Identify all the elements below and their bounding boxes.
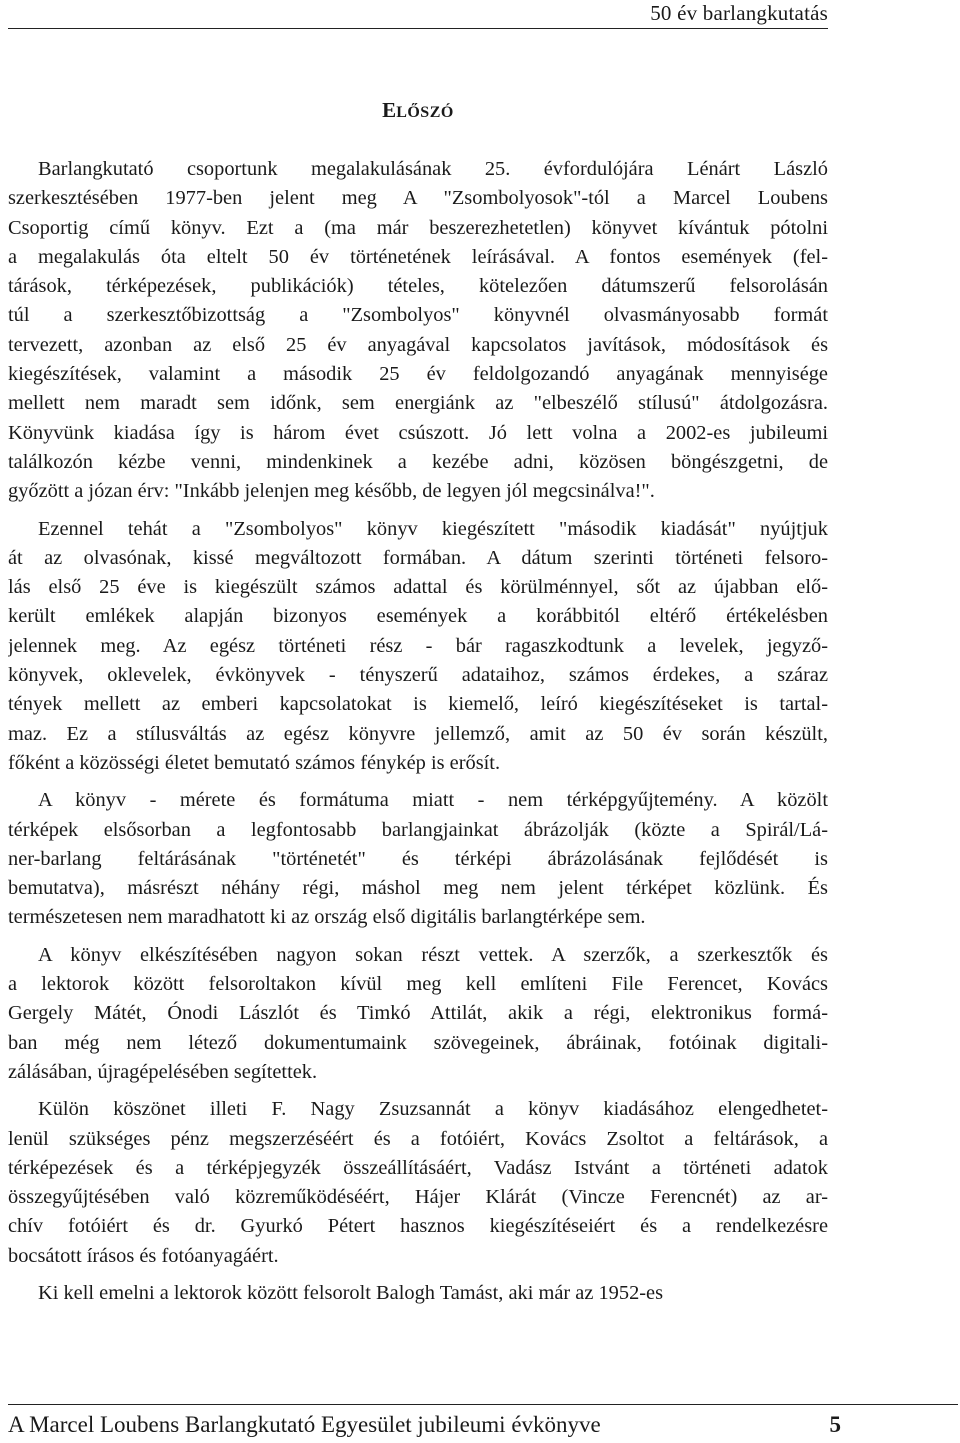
text-line: Barlangkutató csoportunk megalakulásának 25. évfordulójára Lénárt László [38, 158, 828, 180]
text-line: találkozón kézbe venni, mindenkinek a kezébe adni, közösen böngészgetni, de [8, 450, 828, 473]
text-line: át az olvasónak, kissé megváltozott formában. A dátum szerinti történeti felsoro- [8, 546, 828, 569]
text-line: chív fotóiért és dr. Gyurkó Pétert hasznos kiegészítéseiért és a rendelkezésre [8, 1215, 828, 1238]
text-line: összegyűjtésében való közreműködéséért, Hájer Klárát (Vincze Ferencnét) az ar- [8, 1186, 828, 1209]
paragraph-gap [8, 507, 828, 515]
footer-title: A Marcel Loubens Barlangkutató Egyesület jubileumi évkönyve [8, 1412, 601, 1437]
text-line: bemutatva), másrészt néhány régi, máshol meg nem jelent térképet közlünk. És [8, 877, 828, 900]
text-line: túl a szerkesztőbizottság a "Zsombolyos" könyvnél olvasmányosabb formát [8, 304, 828, 327]
text-line: jelennek meg. Az egész történeti rész - bár ragaszkodtunk a levelek, jegyző- [8, 634, 828, 657]
text-line: ban még nem létező dokumentumaink szövegeinek, ábráinak, fotóinak digitali- [8, 1031, 828, 1054]
page-number: 5 [829, 1412, 841, 1437]
text-line: győzött a józan érv: "Inkább jelenjen meg később, de legyen jól megcsinálva!". [8, 480, 655, 503]
paragraph-gap [8, 778, 828, 786]
text-line: tények mellett az emberi kapcsolatokat is kiemelő, leíró kiegészítéseket is tartal- [8, 693, 828, 716]
text-line: a megalakulás óta eltelt 50 év történetének leírásával. A fontos események (fel- [8, 245, 828, 268]
text-line: került emlékek alapján bizonyos események a korábbitól eltérő értékelésben [8, 605, 828, 628]
text-line: térképezések és a térképjegyzék összeállításáért, Vadász Istvánt a történeti adatok [8, 1156, 828, 1179]
text-line: természetesen nem maradhatott ki az ország első digitális barlangtérképe sem. [8, 906, 646, 929]
text-line: lás első 25 éve is kiegészült számos adattal és körülménnyel, sőt az újabban elő- [8, 576, 828, 599]
paragraph [8, 515, 828, 779]
page-footer [8, 1404, 958, 1437]
text-line: Gergely Mátét, Ónodi Lászlót és Timkó Attilát, akik a régi, elektronikus formá- [8, 1002, 828, 1025]
text-line: a lektorok között felsoroltakon kívül meg kell említeni File Ferencet, Kovács [8, 973, 828, 996]
running-head-title: 50 év barlangkutatás [650, 1, 828, 25]
paragraph-gap [8, 1087, 828, 1095]
text-line: Ezennel tehát a "Zsombolyos" könyv kiegészített "második kiadását" nyújtjuk [38, 517, 828, 540]
paragraph [8, 941, 828, 1087]
text-line: lenül szükséges pénz megszerzéséért és a fotóiért, Kovács Zsoltot a feltárások, a [8, 1127, 828, 1150]
running-head [8, 0, 828, 29]
heading-rest: LŐSZÓ [396, 104, 454, 121]
section-heading [8, 97, 828, 126]
text-line: főként a közösségi életet bemutató számos fénykép is erősít. [8, 751, 501, 774]
text-line: szerkesztésében 1977-ben jelent meg A "Zsombolyosok"-tól a Marcel Loubens [8, 187, 828, 210]
text-line: Csoportig című könyv. Ezt a (ma már beszerezhetetlen) könyvet kívántuk pótolni [8, 216, 828, 239]
paragraph [8, 786, 828, 932]
text-line: kiegészítések, valamint a második 25 év feldolgozandó anyagának mennyisége [8, 363, 828, 386]
body-text [8, 155, 828, 1308]
paragraph-gap [8, 1271, 828, 1279]
text-line: Ki kell emelni a lektorok között felsorolt Balogh Tamást, aki már az 1952-es [38, 1281, 664, 1304]
text-line: bocsátott írásos és fotóanyagáért. [8, 1244, 279, 1267]
heading-initial: E [382, 98, 397, 122]
paragraph [8, 155, 828, 507]
text-line: ner-barlang feltárásának "történetét" és térképi ábrázolásának fejlődését is [8, 847, 828, 870]
paragraph-gap [8, 933, 828, 941]
text-line: mellett nem maradt sem időnk, sem energiánk az "elbeszélő stílusú" átdolgozásra. [8, 392, 828, 415]
text-line: térképek elsősorban a legfontosabb barlangjainkat ábrázolják (közte a Spirál/Lá- [8, 818, 828, 841]
text-line: Könyvünk kiadása így is három évet csúszott. Jó lett volna a 2002-es jubileumi [8, 421, 828, 444]
text-line: tárások, térképezések, publikációk) tételes, kötelezően dátumszerű felsorolásán [8, 275, 828, 298]
text-line: Külön köszönet illeti F. Nagy Zsuzsannát a könyv kiadásához elengedhetet- [38, 1098, 828, 1121]
text-line: A könyv elkészítésében nagyon sokan részt vettek. A szerzők, a szerkesztők és [38, 943, 828, 966]
text-line: könyvek, oklevelek, évkönyvek - tényszerű adataihoz, számos érdekes, a száraz [8, 664, 828, 687]
paragraph [8, 1095, 828, 1271]
paragraph [8, 1279, 828, 1308]
text-line: tervezett, azonban az első 25 év anyagával kapcsolatos javítások, módosítások és [8, 333, 828, 356]
text-line: A könyv - mérete és formátuma miatt - nem térképgyűjtemény. A közölt [38, 789, 828, 812]
text-line: maz. Ez a stílusváltás az egész könyvre jellemző, amit az 50 év során készült, [8, 722, 828, 745]
text-line: zálásában, újragépelésében segítettek. [8, 1060, 318, 1083]
